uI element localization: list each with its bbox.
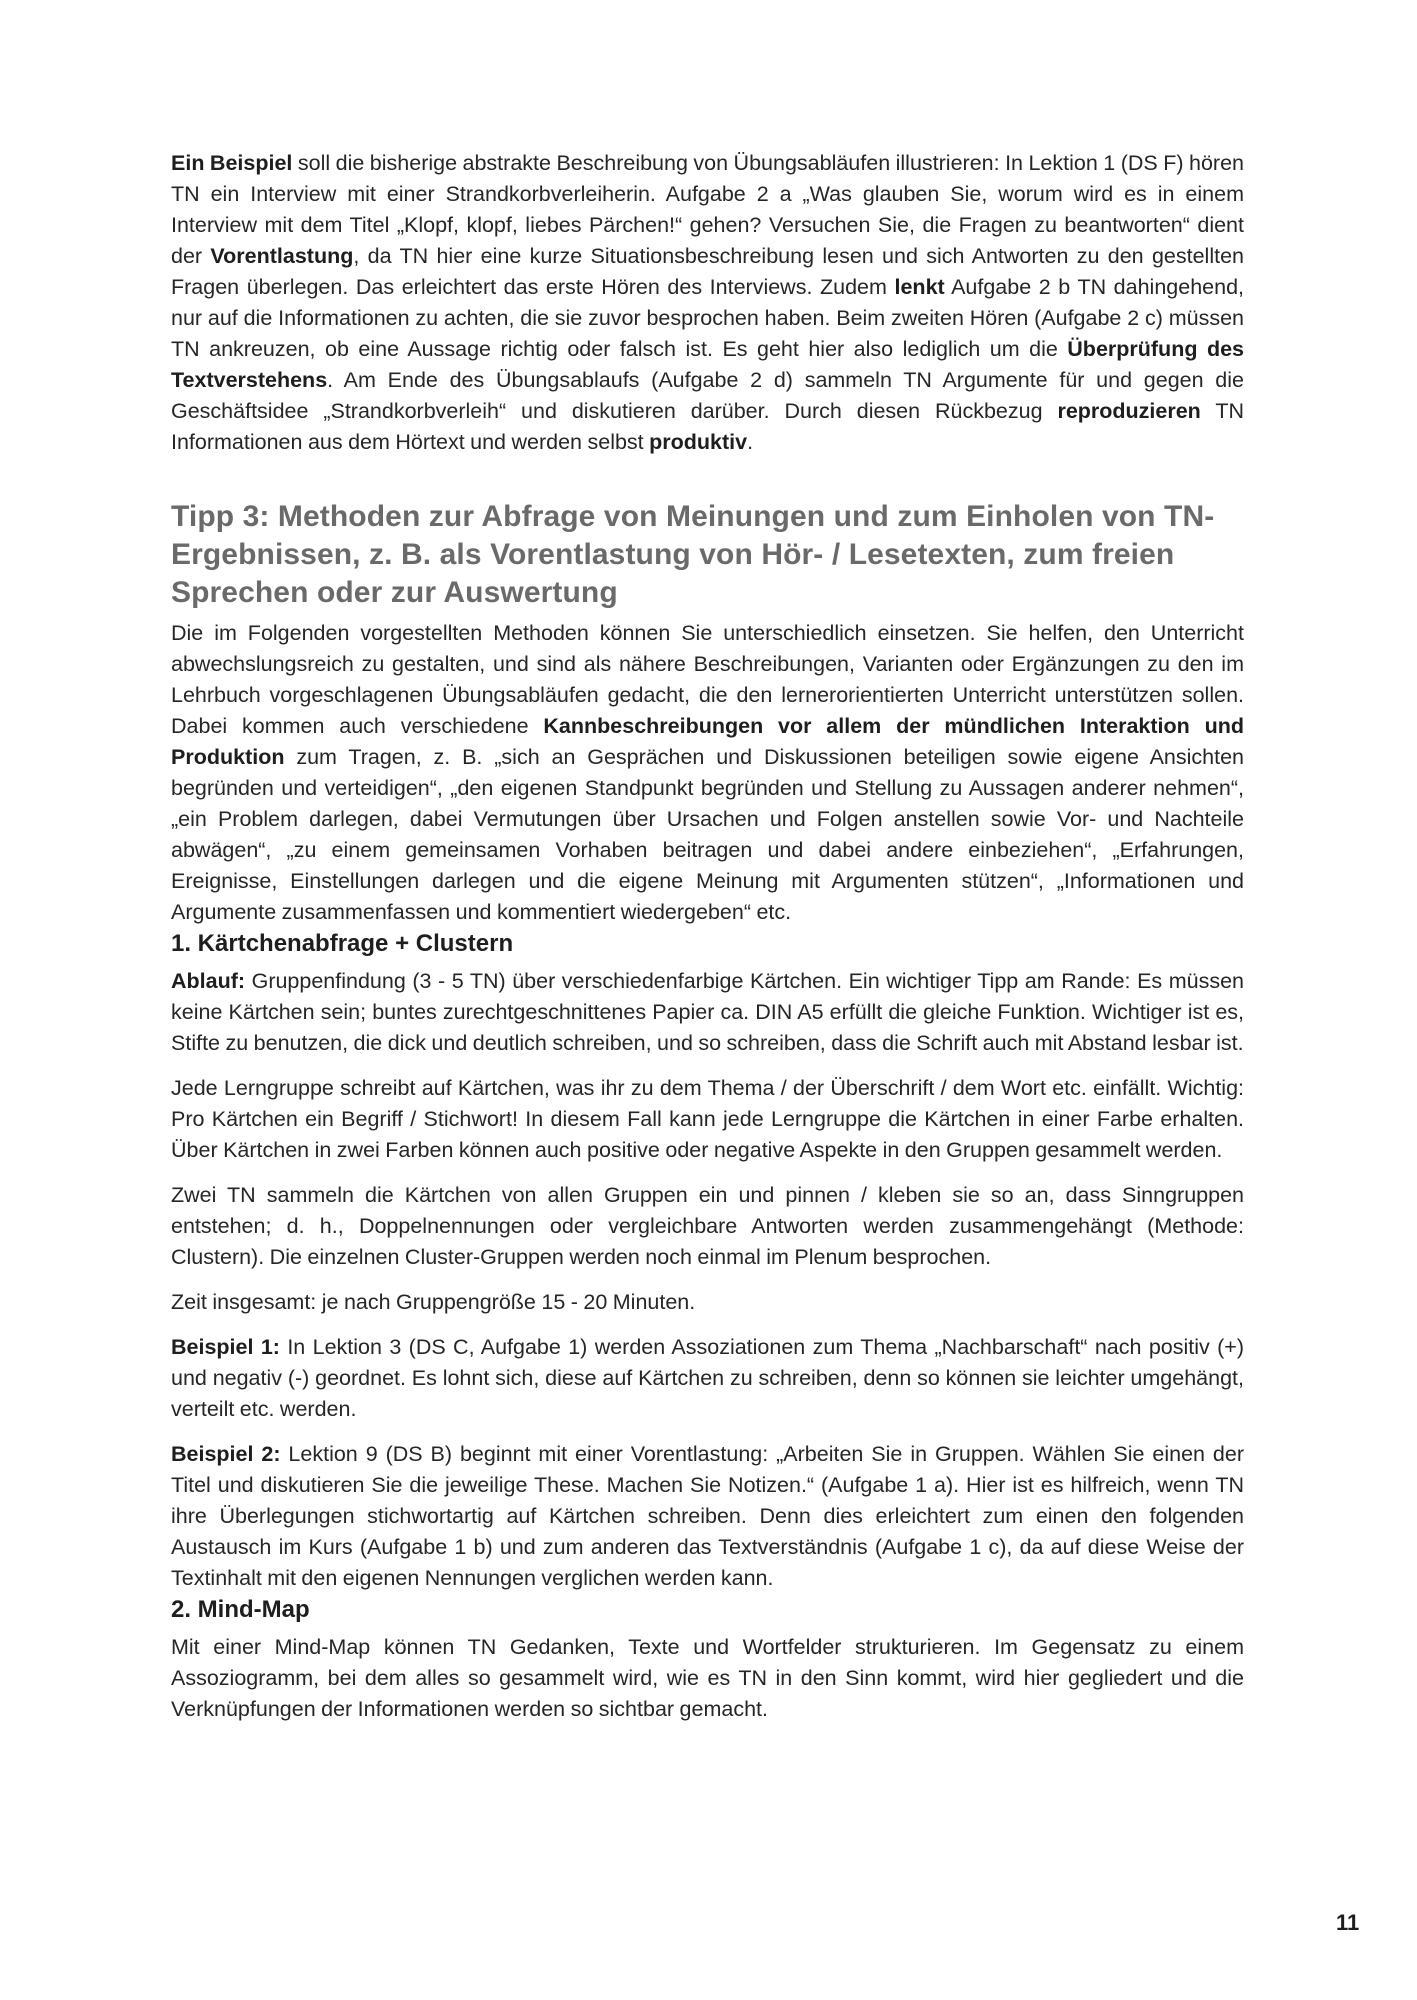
section1-paragraph-2: Jede Lerngruppe schreibt auf Kärtchen, was ihr zu dem Thema / der Überschrift / dem Wort etc. einfällt. Wichtig: Pro Kärtchen ein Begriff / Stichwort! In diesem Fall kann jede Lerngruppe die Kärtchen in einer Farbe erhalten. Über Kärtchen in zwei Farben können auch positive oder negative Aspekte in den Gruppen gesammelt werden. <box>171 1076 1244 1162</box>
section1-ablauf-paragraph: Ablauf: Gruppenfindung (3 - 5 TN) über verschiedenfarbige Kärtchen. Ein wichtiger Tipp am Rande: Es müssen keine Kärtchen sein; buntes zurechtgeschnittenes Papier ca. DIN A5 erfüllt die gleiche Funktion. Wichtiger ist es, Stifte zu benutzen, die dick und deutlich schreiben, und so schreiben, dass die Schrift auch mit Abstand lesbar ist. <box>171 969 1244 1055</box>
section1-paragraph-3: Zwei TN sammeln die Kärtchen von allen Gruppen ein und pinnen / kleben sie so an, dass Sinngruppen entstehen; d. h., Doppelnennungen oder vergleichbare Antworten werden zusammengehängt (Methode: Clustern). Die einzelnen Cluster-Gruppen werden noch einmal im Plenum besprochen. <box>171 1183 1244 1269</box>
section1-heading: 1. Kärtchenabfrage + Clustern <box>171 930 514 957</box>
section2-paragraph: Mit einer Mind-Map können TN Gedanken, Texte und Wortfelder strukturieren. Im Gegensatz zu einem Assoziogramm, bei dem alles so gesammelt wird, wie es TN in den Sinn kommt, wird hier gegliedert und die Verknüpfungen der Informationen werden so sichtbar gemacht. <box>171 1635 1244 1721</box>
section1-example-2: Beispiel 2: Lektion 9 (DS B) beginnt mit einer Vorentlastung: „Arbeiten Sie in Gruppen. Wählen Sie einen der Titel und diskutieren Sie die jeweilige These. Machen Sie Notizen.“ (Aufgabe 1 a). Hier ist es hilfreich, wenn TN ihre Überlegungen stichwortartig auf Kärtchen schreiben. Denn dies erleichtert zum einen den folgenden Austausch im Kurs (Aufgabe 1 b) und zum anderen das Textverständnis (Aufgabe 1 c), da auf diese Weise der Textinhalt mit den eigenen Nennungen verglichen werden kann. <box>171 1442 1244 1590</box>
section2-heading: 2. Mind-Map <box>171 1596 310 1623</box>
tipp3-paragraph: Die im Folgenden vorgestellten Methoden können Sie unterschiedlich einsetzen. Sie helfen, den Unterricht abwechslungsreich zu gestalten, und sind als nähere Beschreibungen, Varianten oder Ergänzungen zu den im Lehrbuch vorgeschlagenen Übungsabläufen gedacht, die den lernerorientierten Unterricht unterstützen sollen. Dabei kommen auch verschiedene Kannbeschreibungen vor allem der mündlichen Interaktion und Produktion zum Tragen, z. B. „sich an Gesprächen und Diskussionen beteiligen sowie eigene Ansichten begründen und verteidigen“, „den eigenen Standpunkt begründen und Stellung zu Aussagen anderer nehmen“, „ein Problem darlegen, dabei Vermutungen über Ursachen und Folgen anstellen sowie Vor- und Nachteile abwägen“, „zu einem gemeinsamen Vorhaben beitragen und dabei andere einbeziehen“, „Erfahrungen, Ereignisse, Einstellungen darlegen und die eigene Meinung mit Argumenten stützen“, „Informationen und Argumente zusammenfassen und kommentiert wiedergeben“ etc. <box>171 621 1244 924</box>
page-number: 11 <box>1336 1910 1360 1935</box>
section1-time-paragraph: Zeit insgesamt: je nach Gruppengröße 15 - 20 Minuten. <box>171 1290 696 1314</box>
tipp3-heading: Tipp 3: Methoden zur Abfrage von Meinungen und zum Einholen von TN-Ergebnissen, z. B. als Vorentlastung von Hör- / Lesetexten, zum freien Sprechen oder zur Auswertung <box>171 500 1215 609</box>
intro-paragraph: Ein Beispiel soll die bisherige abstrakte Beschreibung von Übungsabläufen illustrieren: In Lektion 1 (DS F) hören TN ein Interview mit einer Strandkorbverleiherin. Aufgabe 2 a „Was glauben Sie, worum wird es in einem Interview mit dem Titel „Klopf, klopf, liebes Pärchen!“ gehen? Versuchen Sie, die Fragen zu beantworten“ dient der Vorentlastung, da TN hier eine kurze Situationsbeschreibung lesen und sich Antworten zu den gestellten Fragen überlegen. Das erleichtert das erste Hören des Interviews. Zudem lenkt Aufgabe 2 b TN dahingehend, nur auf die Informationen zu achten, die sie zuvor besprochen haben. Beim zweiten Hören (Aufgabe 2 c) müssen TN ankreuzen, ob eine Aussage richtig oder falsch ist. Es geht hier also lediglich um die Überprüfung des Textverstehens. Am Ende des Übungsablaufs (Aufgabe 2 d) sammeln TN Argumente für und gegen die Geschäftsidee „Strandkorbverleih“ und diskutieren darüber. Durch diesen Rückbezug reproduzieren TN Informationen aus dem Hörtext und werden selbst produktiv. <box>171 151 1245 454</box>
intro-lead: Ein Beispiel <box>171 151 293 175</box>
page-content <box>171 148 1244 1725</box>
section1-example-1: Beispiel 1: In Lektion 3 (DS C, Aufgabe 1) werden Assoziationen zum Thema „Nachbarschaft“ nach positiv (+) und negativ (-) geordnet. Es lohnt sich, diese auf Kärtchen zu schreiben, denn so können sie leichter umgehängt, verteilt etc. werden. <box>171 1335 1245 1421</box>
